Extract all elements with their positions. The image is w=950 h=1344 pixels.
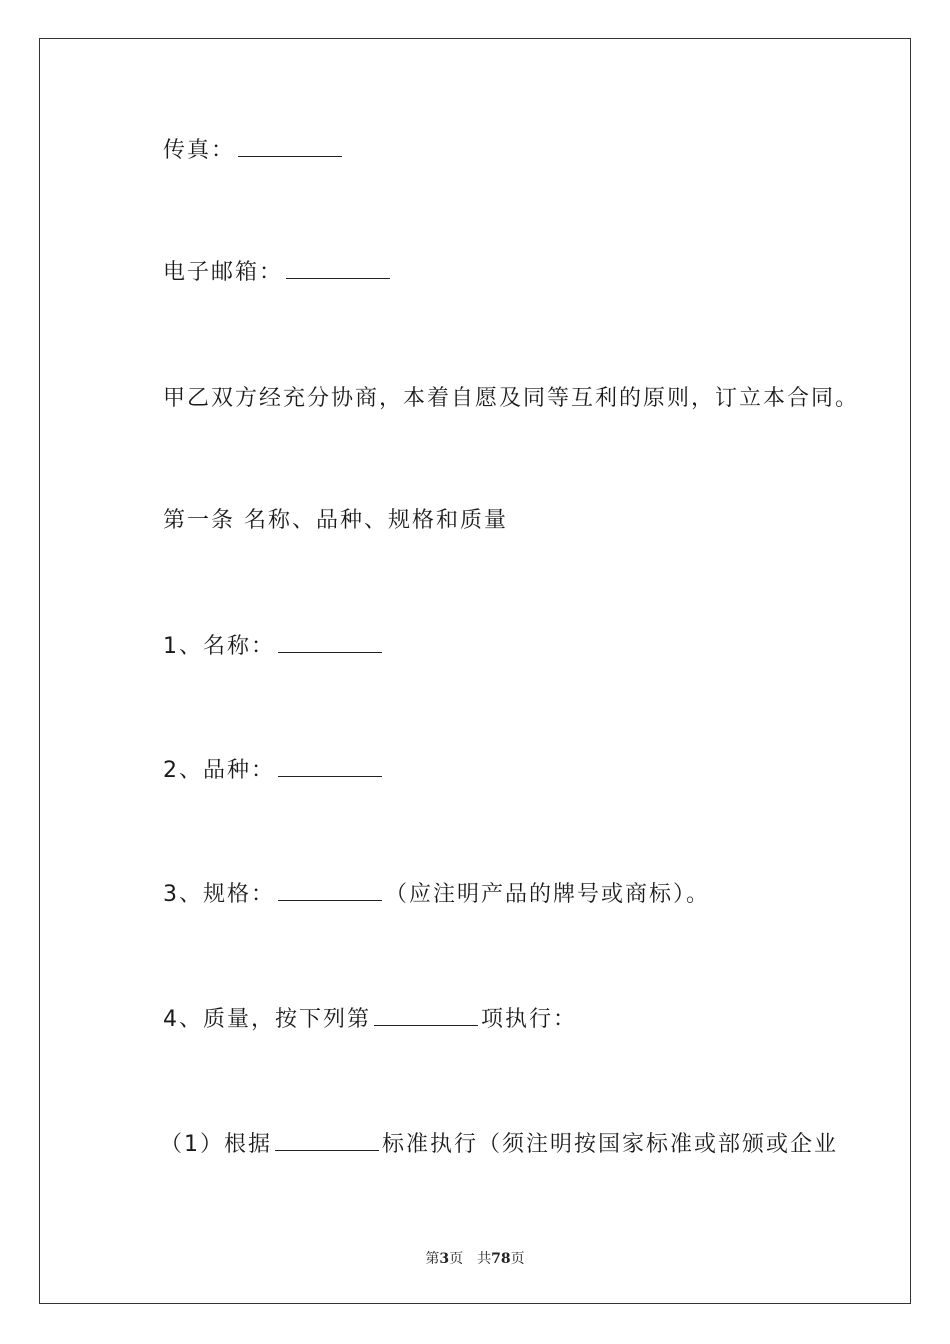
variety-line [163,756,385,786]
email-blank[interactable] [286,258,390,279]
fax-blank[interactable] [238,136,342,157]
variety-blank[interactable] [278,756,382,777]
page-footer [0,1248,950,1268]
total-suffix: 页 [510,1251,525,1267]
standard-line [160,1130,838,1160]
page-number: 3 [439,1251,450,1267]
spec-label: 3、规格： [163,882,275,907]
quality-label: 4、质量，按下列第 [163,1007,371,1032]
spec-note: （应注明产品的牌号或商标）。 [385,882,711,907]
quality-blank[interactable] [374,1005,478,1026]
name-label: 1、名称： [163,634,275,659]
email-label: 电子邮箱： [163,260,284,285]
total-pages: 78 [491,1251,511,1267]
spec-line [163,880,710,910]
article-one-heading: 第一条 名称、品种、规格和质量 [163,508,508,533]
name-line [163,632,385,662]
page-suffix: 页 [449,1251,464,1267]
intro-paragraph: 甲乙双方经充分协商，本着自愿及同等互利的原则，订立本合同。 [163,386,860,411]
quality-line [163,1005,577,1035]
page-frame [39,38,911,1304]
spec-blank[interactable] [278,880,382,901]
standard-label: （1）根据 [160,1132,272,1157]
email-line [163,258,393,288]
page-prefix: 第 [425,1251,440,1267]
standard-blank[interactable] [275,1130,379,1151]
fax-label: 传真： [163,138,236,163]
fax-line [163,136,345,166]
variety-label: 2、品种： [163,758,275,783]
total-prefix: 共 [477,1251,492,1267]
name-blank[interactable] [278,632,382,653]
standard-note: 标准执行（须注明按国家标准或部颁或企业 [382,1132,839,1157]
quality-suffix: 项执行： [481,1007,578,1032]
